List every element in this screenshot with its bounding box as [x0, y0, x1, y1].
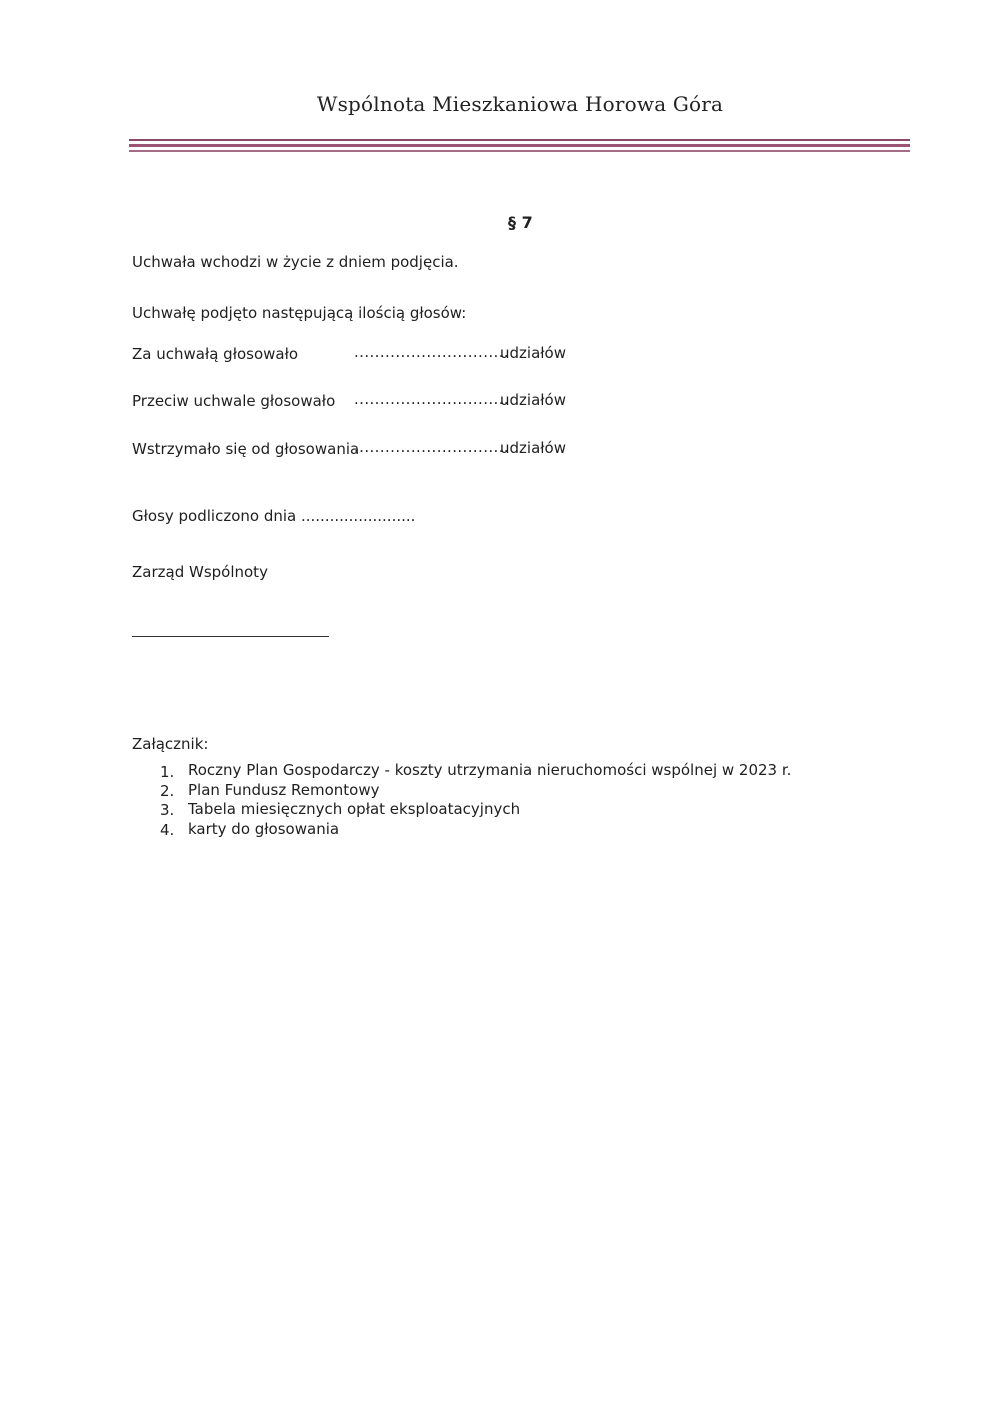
- section-mark: § 7: [508, 213, 533, 232]
- count-date: Głosy podliczono dnia ........................: [132, 507, 416, 525]
- effective-statement: Uchwała wchodzi w życie z dniem podjęcia.: [132, 253, 459, 271]
- board-label: Zarząd Wspólnoty: [132, 563, 268, 581]
- vote-label: Za uchwałą głosowało: [132, 345, 299, 363]
- attachments-heading: Załącznik:: [132, 735, 209, 753]
- header-title: Wspólnota Mieszkaniowa Horowa Góra: [316, 92, 724, 116]
- vote-label: Wstrzymało się od głosowania: [132, 440, 360, 458]
- vote-dots-field: ..............................: [354, 343, 510, 361]
- votes-intro: Uchwałę podjęto następującą ilością głosów:: [132, 304, 467, 322]
- signature-line: [132, 636, 329, 637]
- list-item-number: 2.: [160, 782, 175, 800]
- vote-label: Przeciw uchwale głosowało: [132, 392, 336, 410]
- header-rule-middle: [129, 144, 910, 147]
- vote-unit: udziałów: [500, 344, 566, 362]
- list-item-number: 3.: [160, 801, 175, 819]
- list-item-text: Plan Fundusz Remontowy: [188, 781, 380, 799]
- header-rule-top: [129, 139, 910, 141]
- vote-unit: udziałów: [500, 391, 566, 409]
- vote-unit: udziałów: [500, 439, 566, 457]
- header-rule-bottom: [129, 150, 910, 152]
- vote-dots-field: ..............................: [354, 390, 510, 408]
- vote-dots-field: ..............................: [354, 438, 510, 456]
- list-item-text: karty do głosowania: [188, 820, 340, 838]
- list-item-number: 1.: [160, 763, 175, 781]
- list-item-number: 4.: [160, 821, 175, 839]
- list-item-text: Tabela miesięcznych opłat eksploatacyjnych: [188, 800, 521, 818]
- list-item-text: Roczny Plan Gospodarczy - koszty utrzymania nieruchomości wspólnej w 2023 r.: [188, 761, 792, 779]
